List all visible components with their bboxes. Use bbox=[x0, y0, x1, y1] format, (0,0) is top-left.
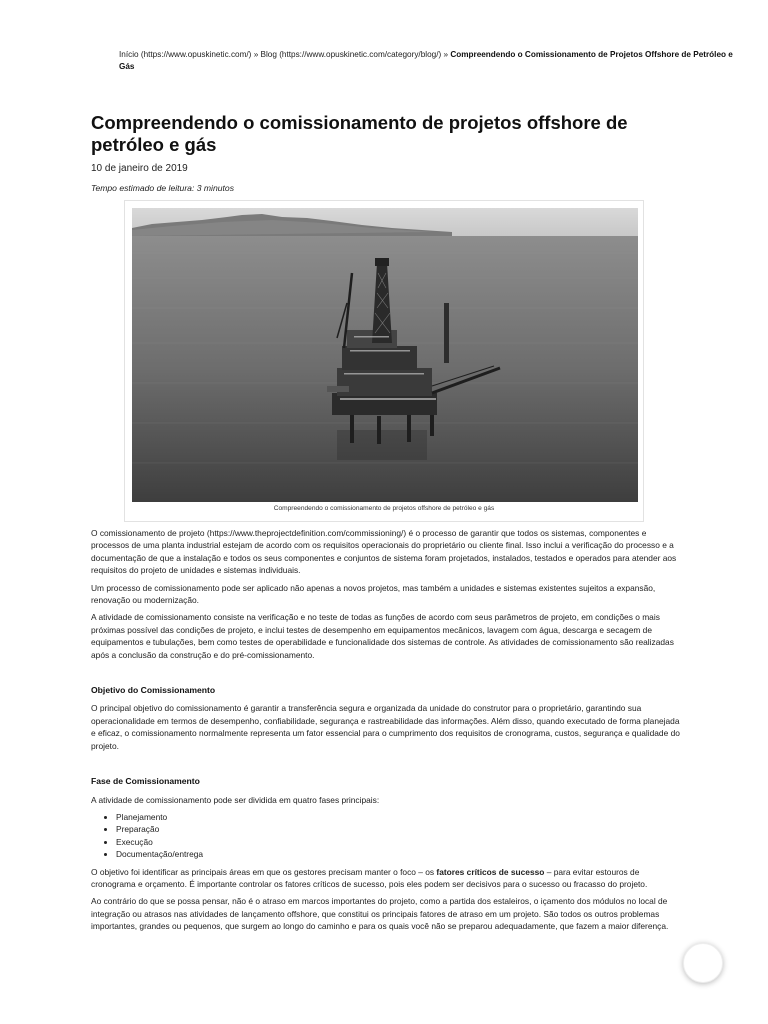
paragraph-text: – para evitar estouros de cronograma e orçamento. É importante controlar os fatores críticos de sucesso, pois eles podem ser decisivos para o sucesso ou fracasso do projeto. bbox=[91, 866, 648, 889]
paragraph: Um processo de comissionamento pode ser aplicado não apenas a novos projetos, mas também a unidades e sistemas existentes sujeitos a expansão, renovação ou modernização. bbox=[91, 582, 656, 606]
paragraph-text: O objetivo foi identificar as principais áreas em que os gestores precisam manter o foco – os bbox=[91, 866, 437, 877]
paragraph: O comissionamento de projeto (https://www.theprojectdefinition.com/commissioning/) é o processo de garantir que todos os sistemas, componentes e processos de uma planta industrial estejam de acordo com os requisitos operacionais do proprietário ou cliente final. Isso inclui a verificação do processo e a documentação de que a instalação e todos os seus componentes e conjuntos de sistema foram projetados, instalados, testados e operados para atender aos requisitos do projeto de unidades e sistemas individuais. bbox=[91, 528, 677, 576]
list-item: • Execução bbox=[116, 836, 683, 848]
reading-time: Tempo estimado de leitura: 3 minutos bbox=[91, 183, 234, 193]
article-title: Compreendendo o comissionamento de projetos offshore de petróleo e gás bbox=[91, 112, 628, 155]
paragraph: A atividade de comissionamento pode ser dividida em quatro fases principais: bbox=[91, 794, 380, 805]
paragraph bbox=[91, 866, 683, 891]
phase-list bbox=[91, 811, 683, 861]
emphasis-text: fatores críticos de sucesso bbox=[436, 866, 545, 877]
breadcrumb-current: Compreendendo o Comissionamento de Projetos Offshore de Petróleo e Gás bbox=[119, 50, 733, 71]
article-date: 10 de janeiro de 2019 bbox=[91, 163, 188, 174]
offshore-platform-photo bbox=[132, 208, 638, 502]
floating-action-button[interactable] bbox=[683, 943, 723, 983]
list-item: • Planejamento bbox=[116, 811, 683, 823]
figure-caption: Compreendendo o comissionamento de projetos offshore de petróleo e gás bbox=[273, 505, 495, 512]
section-heading-objective: Objetivo do Comissionamento bbox=[91, 685, 216, 696]
paragraph: A atividade de comissionamento consiste na verificação e no teste de todas as funções de acordo com seus parâmetros de projeto, em condições o mais próximas possível das condições de projeto, e inclui testes de desempenho em equipamentos mecânicos, lavagem com água, descarga e secagem de equipamentos e tubulações, bem como testes de operabilidade e funcionalidade dos sistemas de controle. As atividades de comissionamento são realizadas após a conclusão da construção e do pré-comissionamento. bbox=[91, 612, 674, 660]
breadcrumb-separator: » bbox=[441, 50, 451, 59]
breadcrumb-separator: » bbox=[251, 50, 261, 59]
article-figure bbox=[124, 200, 644, 522]
paragraph: Ao contrário do que se possa pensar, não é o atraso em marcos importantes do projeto, como a partida dos estaleiros, o içamento dos módulos no local de integração ou atrasos nas atividades de lançamento offshore, que constitui os principais fatores de atraso em um projeto. São todos os outros problemas importantes, grandes ou pequenos, que surgem ao longo do caminho e para os quais você não se preparou adequadamente, que fazem a maior diferença. bbox=[91, 896, 669, 932]
list-item: • Documentação/entrega bbox=[116, 848, 683, 860]
list-item: • Preparação bbox=[116, 823, 683, 835]
article-body bbox=[91, 527, 683, 938]
breadcrumb-home-link[interactable]: Início (https://www.opuskinetic.com/) bbox=[119, 50, 252, 59]
breadcrumb bbox=[119, 49, 739, 72]
section-heading-phases: Fase de Comissionamento bbox=[91, 776, 200, 787]
breadcrumb-blog-link[interactable]: Blog (https://www.opuskinetic.com/category/blog/) bbox=[260, 50, 442, 59]
paragraph: O principal objetivo do comissionamento é garantir a transferência segura e organizada da unidade do construtor para o proprietário, garantindo sua operacionalidade em termos de desempenho, confiabilidade, segurança e rastreabilidade das informações. Além disso, quando executado de forma planejada e eficaz, o comissionamento normalmente representa um fator essencial para o cumprimento dos requisitos de cronograma, custos, segurança e qualidade do projeto. bbox=[91, 703, 680, 751]
